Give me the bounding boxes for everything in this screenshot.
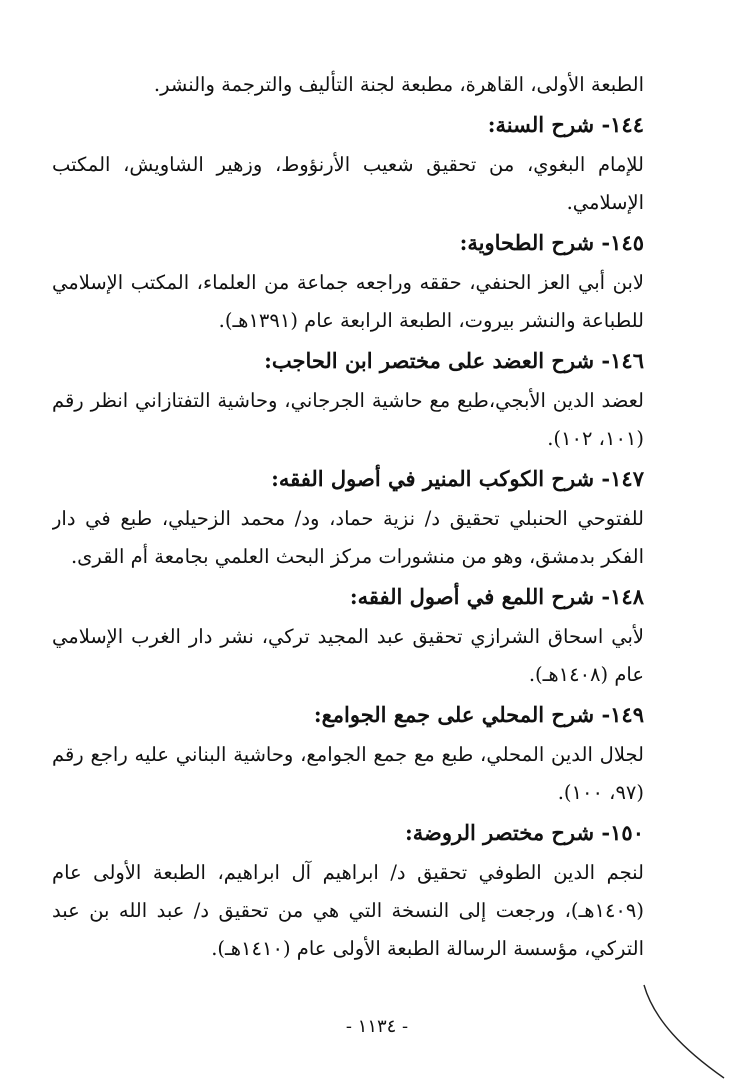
bibliography-entry — [52, 694, 644, 812]
entry-body — [52, 382, 644, 458]
bibliography-entry — [52, 340, 644, 458]
entry-line: الفكر بدمشق، وهو من منشورات مركز البحث العلمي بجامعة أم القرى. — [70, 545, 644, 568]
pen-stroke-mark — [454, 980, 754, 1080]
entry-body — [52, 500, 644, 576]
entry-line: لأبي اسحاق الشرازي تحقيق عبد المجيد تركي، نشر دار الغرب الإسلامي — [52, 625, 644, 648]
entry-line: لجلال الدين المحلي، طبع مع جمع الجوامع، وحاشية البناني عليه راجع رقم — [52, 743, 644, 766]
intro-line: الطبعة الأولى، القاهرة، مطبعة لجنة التأليف والترجمة والنشر. — [153, 73, 644, 96]
bibliography-entry — [52, 222, 644, 340]
entry-title: ١٤٧- شرح الكوكب المنير في أصول الفقه: — [271, 466, 644, 491]
bibliography-entry — [52, 458, 644, 576]
entry-body — [52, 854, 644, 968]
entry-line: التركي، مؤسسة الرسالة الطبعة الأولى عام (١٤١٠هـ). — [211, 937, 644, 960]
entry-line: لعضد الدين الأبجي،طبع مع حاشية الجرجاني، وحاشية التفتازاني انظر رقم — [52, 389, 644, 412]
entry-title: ١٤٨- شرح اللمع في أصول الفقه: — [349, 584, 644, 609]
entry-body — [52, 146, 644, 222]
bibliography-entry — [52, 812, 644, 968]
entries-container — [52, 104, 644, 968]
entry-body — [52, 736, 644, 812]
page-number: - ١١٣٤ - — [345, 1016, 409, 1037]
entry-line: لنجم الدين الطوفي تحقيق د/ ابراهيم آل ابراهيم، الطبعة الأولى عام — [52, 861, 644, 884]
bibliography-list — [52, 66, 644, 968]
entry-title: ١٥٠- شرح مختصر الروضة: — [405, 820, 644, 845]
entry-body — [52, 618, 644, 694]
entry-line: للطباعة والنشر بيروت، الطبعة الرابعة عام (١٣٩١هـ). — [218, 309, 644, 332]
entry-title: ١٤٥- شرح الطحاوية: — [459, 230, 644, 255]
entry-line: لابن أبي العز الحنفي، حققه وراجعه جماعة من العلماء، المكتب الإسلامي — [52, 271, 644, 294]
entry-line: للإمام البغوي، من تحقيق شعيب الأرنؤوط، وزهير الشاويش، المكتب — [52, 153, 644, 176]
entry-line: عام (١٤٠٨هـ). — [528, 663, 644, 686]
entry-line: (١٠١، ١٠٢). — [547, 427, 644, 450]
entry-title: ١٤٤- شرح السنة: — [487, 112, 644, 137]
entry-line: (٩٧، ١٠٠). — [557, 781, 644, 804]
entry-line: الإسلامي. — [566, 191, 644, 214]
entry-body — [52, 264, 644, 340]
entry-line: للفتوحي الحنبلي تحقيق د/ نزية حماد، ود/ محمد الزحيلي، طبع في دار — [52, 507, 644, 530]
bibliography-entry — [52, 576, 644, 694]
entry-title: ١٤٦- شرح العضد على مختصر ابن الحاجب: — [264, 348, 644, 373]
bibliography-entry — [52, 104, 644, 222]
entry-title: ١٤٩- شرح المحلي على جمع الجوامع: — [313, 702, 644, 727]
entry-line: (١٤٠٩هـ)، ورجعت إلى النسخة التي هي من تحقيق د/ عبد الله بن عبد — [52, 899, 644, 922]
